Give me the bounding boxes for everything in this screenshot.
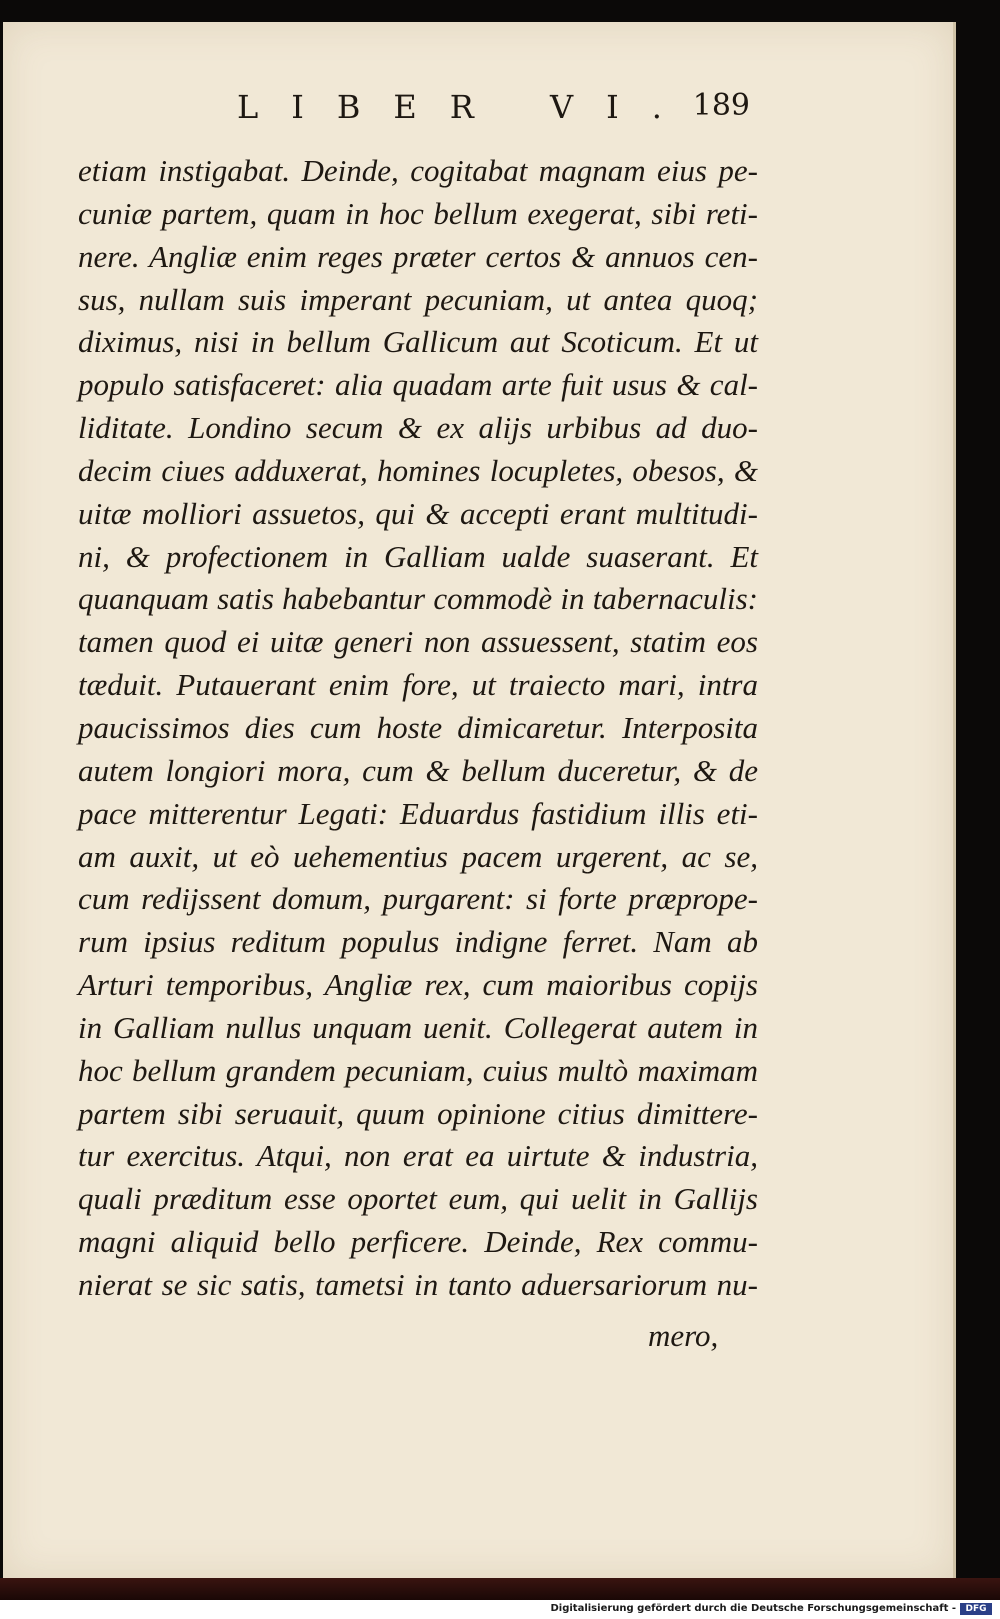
text-line: decim ciues adduxerat, homines locupletes, obesos, &	[78, 452, 758, 488]
page-header	[82, 88, 750, 132]
text-line: tamen quod ei uitæ generi non assuessent, statim eos	[78, 624, 758, 660]
digitization-credit: Digitalisierung gefördert durch die Deutsche Forschungsgemeinschaft -	[550, 1603, 956, 1614]
text-line: nierat se sic satis, tametsi in tanto aduersariorum nu-	[78, 1266, 758, 1302]
text-line: quanquam satis habebantur commodè in tabernaculis:	[78, 581, 758, 617]
body-text	[78, 150, 758, 1307]
text-line: pace mitterentur Legati: Eduardus fastidium illis eti-	[78, 795, 758, 831]
text-line: tur exercitus. Atqui, non erat ea uirtute & industria,	[78, 1138, 758, 1174]
text-line: am auxit, ut eò uehementius pacem urgerent, ac se,	[78, 838, 758, 874]
text-line: tæduit. Putauerant enim fore, ut traiecto mari, intra	[78, 667, 758, 703]
text-line: rum ipsius reditum populus indigne ferret. Nam ab	[78, 924, 758, 960]
text-line: quali præditum esse oportet eum, qui uelit in Gallijs	[78, 1181, 758, 1217]
scan-edge	[0, 1578, 1000, 1600]
text-line: hoc bellum grandem pecuniam, cuius multò maximam	[78, 1052, 758, 1088]
text-line: cuniæ partem, quam in hoc bellum exegerat, sibi reti-	[78, 195, 758, 231]
text-line: magni aliquid bello perficere. Deinde, Rex commu-	[78, 1224, 758, 1260]
text-line: nere. Angliæ enim reges præter certos & annuos cen-	[78, 238, 758, 274]
text-line: in Galliam nullus unquam uenit. Collegerat autem in	[78, 1009, 758, 1045]
text-line: paucissimos dies cum hoste dimicaretur. Interposita	[78, 709, 758, 745]
text-line: sus, nullam suis imperant pecuniam, ut antea quoq;	[78, 281, 758, 317]
text-line: autem longiori mora, cum & bellum duceretur, & de	[78, 752, 758, 788]
text-line: liditate. Londino secum & ex alijs urbibus ad duo-	[78, 410, 758, 446]
text-line: cum redijssent domum, purgarent: si forte præprope-	[78, 881, 758, 917]
text-line: Arturi temporibus, Angliæ rex, cum maioribus copijs	[78, 967, 758, 1003]
page-number: 189	[692, 88, 750, 123]
text-line: diximus, nisi in bellum Gallicum aut Scoticum. Et ut	[78, 324, 758, 360]
catchword: mero,	[648, 1318, 719, 1353]
dfg-logo-icon: DFG	[960, 1603, 992, 1615]
text-line: populo satisfaceret: alia quadam arte fuit usus & cal-	[78, 367, 758, 403]
text-line: uitæ molliori assuetos, qui & accepti erant multitudi-	[78, 495, 758, 531]
text-line: partem sibi seruauit, quum opinione citius dimittere-	[78, 1095, 758, 1131]
running-title: LIBER VI.	[237, 88, 695, 126]
text-line: ni, & profectionem in Galliam ualde suaserant. Et	[78, 538, 758, 574]
text-line: etiam instigabat. Deinde, cogitabat magnam eius pe-	[78, 153, 758, 188]
